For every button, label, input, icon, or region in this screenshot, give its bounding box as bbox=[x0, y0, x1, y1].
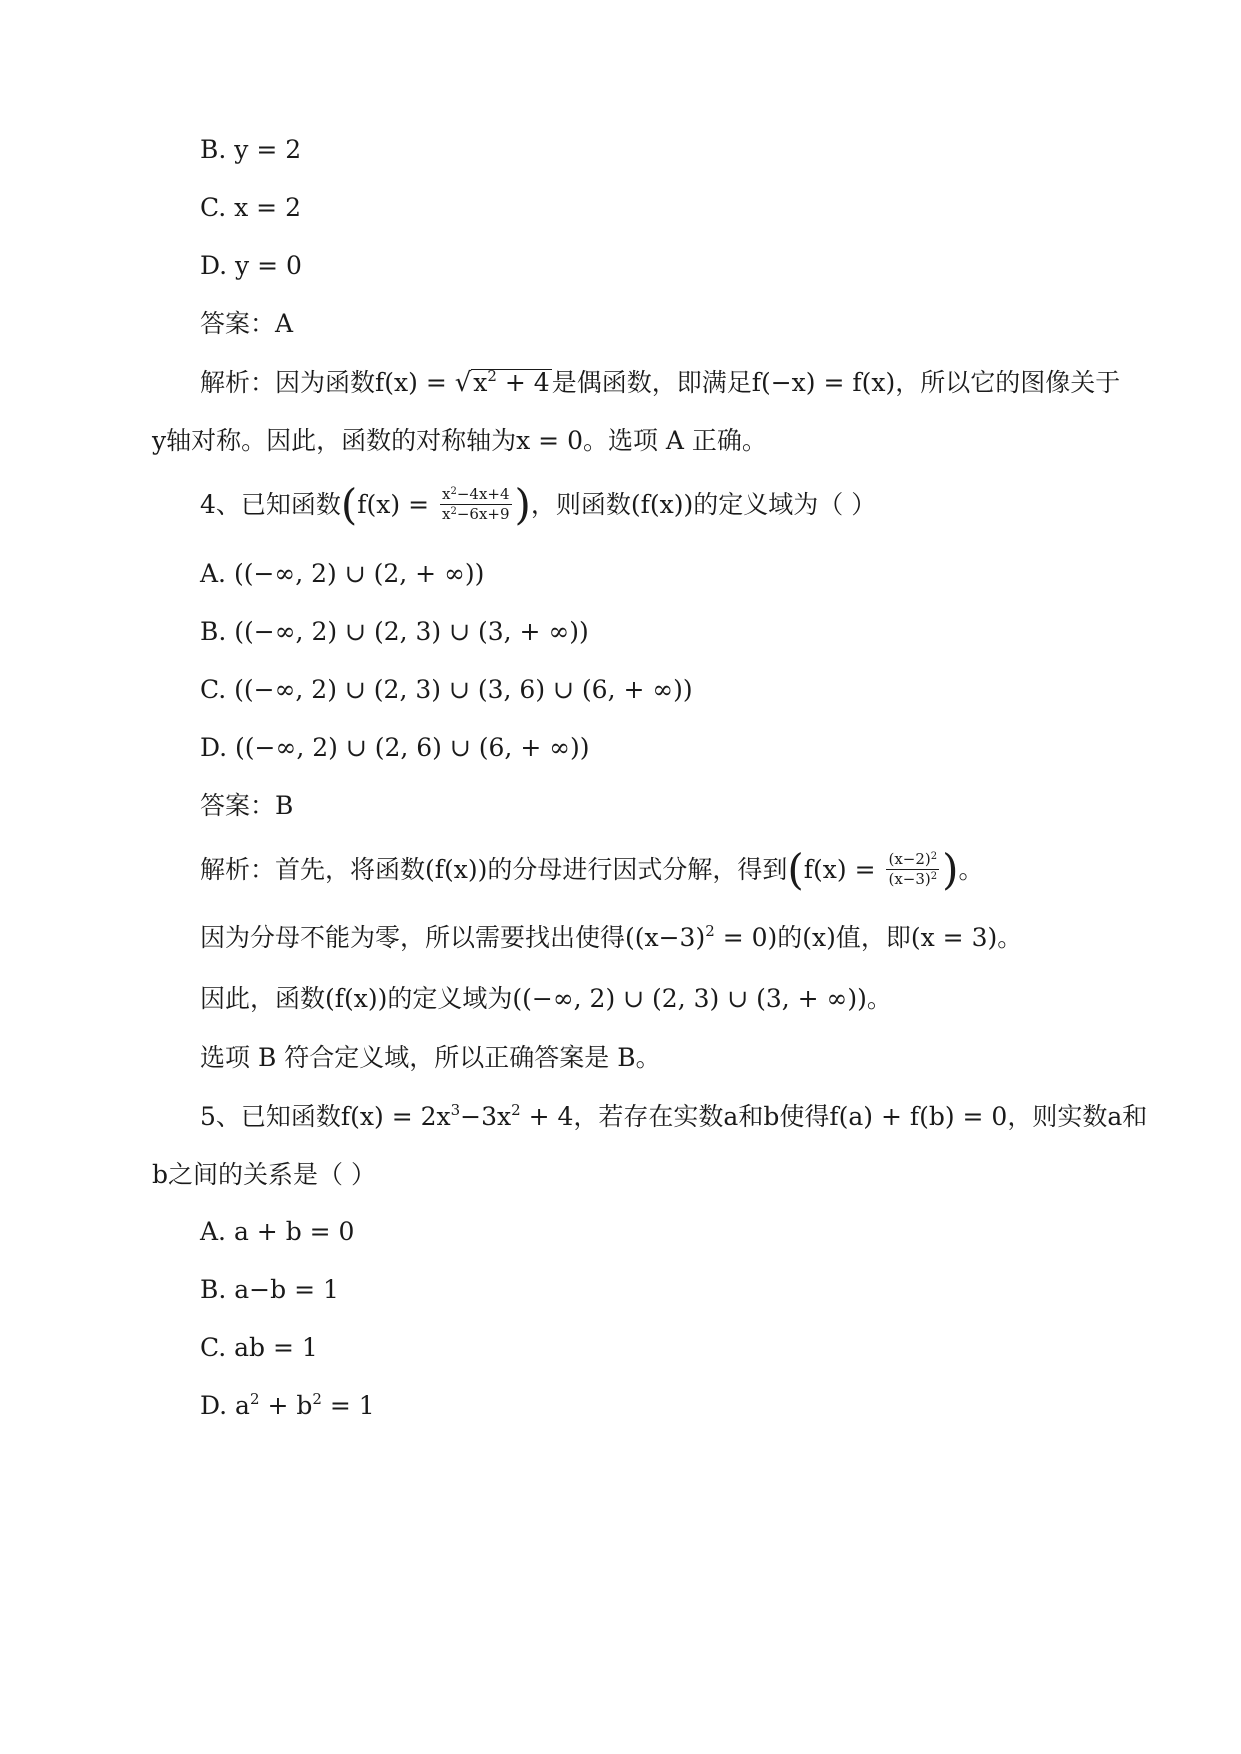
question-text: 5、已知函数f(x) = 2x bbox=[200, 1102, 451, 1131]
fraction bbox=[440, 486, 512, 523]
function-expression: f(x) = bbox=[803, 855, 884, 884]
explanation-text: 。 bbox=[958, 855, 984, 884]
explanation-text: 因为分母不能为零，所以需要找出使得((x−3) bbox=[200, 923, 706, 952]
answer-line: 答案：A bbox=[200, 309, 294, 338]
question-text: ，则函数(f(x))的定义域为（ ） bbox=[530, 490, 877, 519]
radicand-exponent: 2 bbox=[487, 367, 497, 385]
option-text: D. a bbox=[200, 1391, 250, 1420]
paren-open: ( bbox=[787, 845, 804, 894]
option-a: A. ((−∞, 2) ∪ (2, + ∞)) bbox=[200, 559, 485, 588]
option-d bbox=[200, 1390, 375, 1422]
paren-open: ( bbox=[340, 480, 358, 529]
denominator-exponent: 2 bbox=[930, 871, 938, 882]
option-d: D. ((−∞, 2) ∪ (2, 6) ∪ (6, + ∞)) bbox=[200, 733, 590, 762]
question-text: + 4，若存在实数a和b使得f(a) + f(b) = 0，则实数a和 bbox=[520, 1102, 1148, 1131]
explanation-line: y轴对称。因此，函数的对称轴为x = 0。选项 A 正确。 bbox=[152, 426, 767, 455]
numerator-base: x bbox=[442, 485, 451, 503]
explanation-line bbox=[200, 922, 1022, 954]
function-expression: f(x) = bbox=[375, 368, 455, 397]
radicand-base: x bbox=[473, 368, 488, 397]
radicand-rest: + 4 bbox=[496, 368, 550, 397]
paren-close: ) bbox=[514, 480, 531, 529]
question-text: −3x bbox=[460, 1102, 512, 1131]
option-c: C. ab = 1 bbox=[200, 1333, 318, 1362]
denominator-exponent: 2 bbox=[450, 506, 457, 517]
question-stem bbox=[200, 480, 877, 529]
option-c: C. x = 2 bbox=[200, 193, 301, 222]
explanation-text: ，所以它的图像关于 bbox=[895, 368, 1121, 397]
exponent: 3 bbox=[450, 1101, 461, 1119]
explanation-line: 因此，函数(f(x))的定义域为((−∞, 2) ∪ (2, 3) ∪ (3, + ∞))。 bbox=[200, 984, 892, 1013]
explanation-line bbox=[200, 845, 984, 894]
explanation-text: 是偶函数，即满足 bbox=[551, 368, 752, 397]
option-a: A. a + b = 0 bbox=[200, 1217, 355, 1246]
denominator-rest: −6x+9 bbox=[456, 505, 510, 523]
sqrt-expression: $√x^2 + 4$ bbox=[454, 367, 550, 398]
option-text: = 1 bbox=[321, 1391, 375, 1420]
question-text: 4、已知函数 bbox=[200, 490, 341, 519]
even-condition: f(−x) = f(x) bbox=[751, 368, 896, 397]
exponent: 2 bbox=[249, 1390, 260, 1408]
explanation-text: 解析：因为函数 bbox=[200, 368, 376, 397]
denominator-base: (x−3) bbox=[888, 870, 931, 888]
fraction bbox=[886, 851, 939, 888]
explanation-line: 选项 B 符合定义域，所以正确答案是 B。 bbox=[200, 1043, 661, 1072]
exponent: 2 bbox=[705, 922, 715, 940]
explanation-line bbox=[200, 367, 1120, 399]
option-d: D. y = 0 bbox=[200, 251, 302, 280]
option-text: + b bbox=[259, 1391, 313, 1420]
numerator-exponent: 2 bbox=[930, 851, 938, 862]
exponent: 2 bbox=[511, 1101, 521, 1119]
answer-line: 答案：B bbox=[200, 791, 294, 820]
question-stem: b之间的关系是（ ） bbox=[152, 1160, 376, 1189]
numerator-rest: −4x+4 bbox=[456, 485, 510, 503]
option-b: B. y = 2 bbox=[200, 135, 302, 164]
numerator-exponent: 2 bbox=[450, 486, 457, 497]
option-c: C. ((−∞, 2) ∪ (2, 3) ∪ (3, 6) ∪ (6, + ∞)) bbox=[200, 675, 693, 704]
numerator-base: (x−2) bbox=[888, 850, 931, 868]
paren-close: ) bbox=[942, 845, 959, 894]
function-expression: f(x) = bbox=[357, 490, 437, 519]
question-stem bbox=[200, 1101, 1147, 1133]
denominator-base: x bbox=[442, 505, 451, 523]
option-b: B. ((−∞, 2) ∪ (2, 3) ∪ (3, + ∞)) bbox=[200, 617, 589, 646]
explanation-text: = 0)的(x)值，即(x = 3)。 bbox=[714, 923, 1023, 952]
option-b: B. a−b = 1 bbox=[200, 1275, 339, 1304]
explanation-text: 解析：首先，将函数(f(x))的分母进行因式分解，得到 bbox=[200, 855, 788, 884]
exponent: 2 bbox=[312, 1390, 322, 1408]
